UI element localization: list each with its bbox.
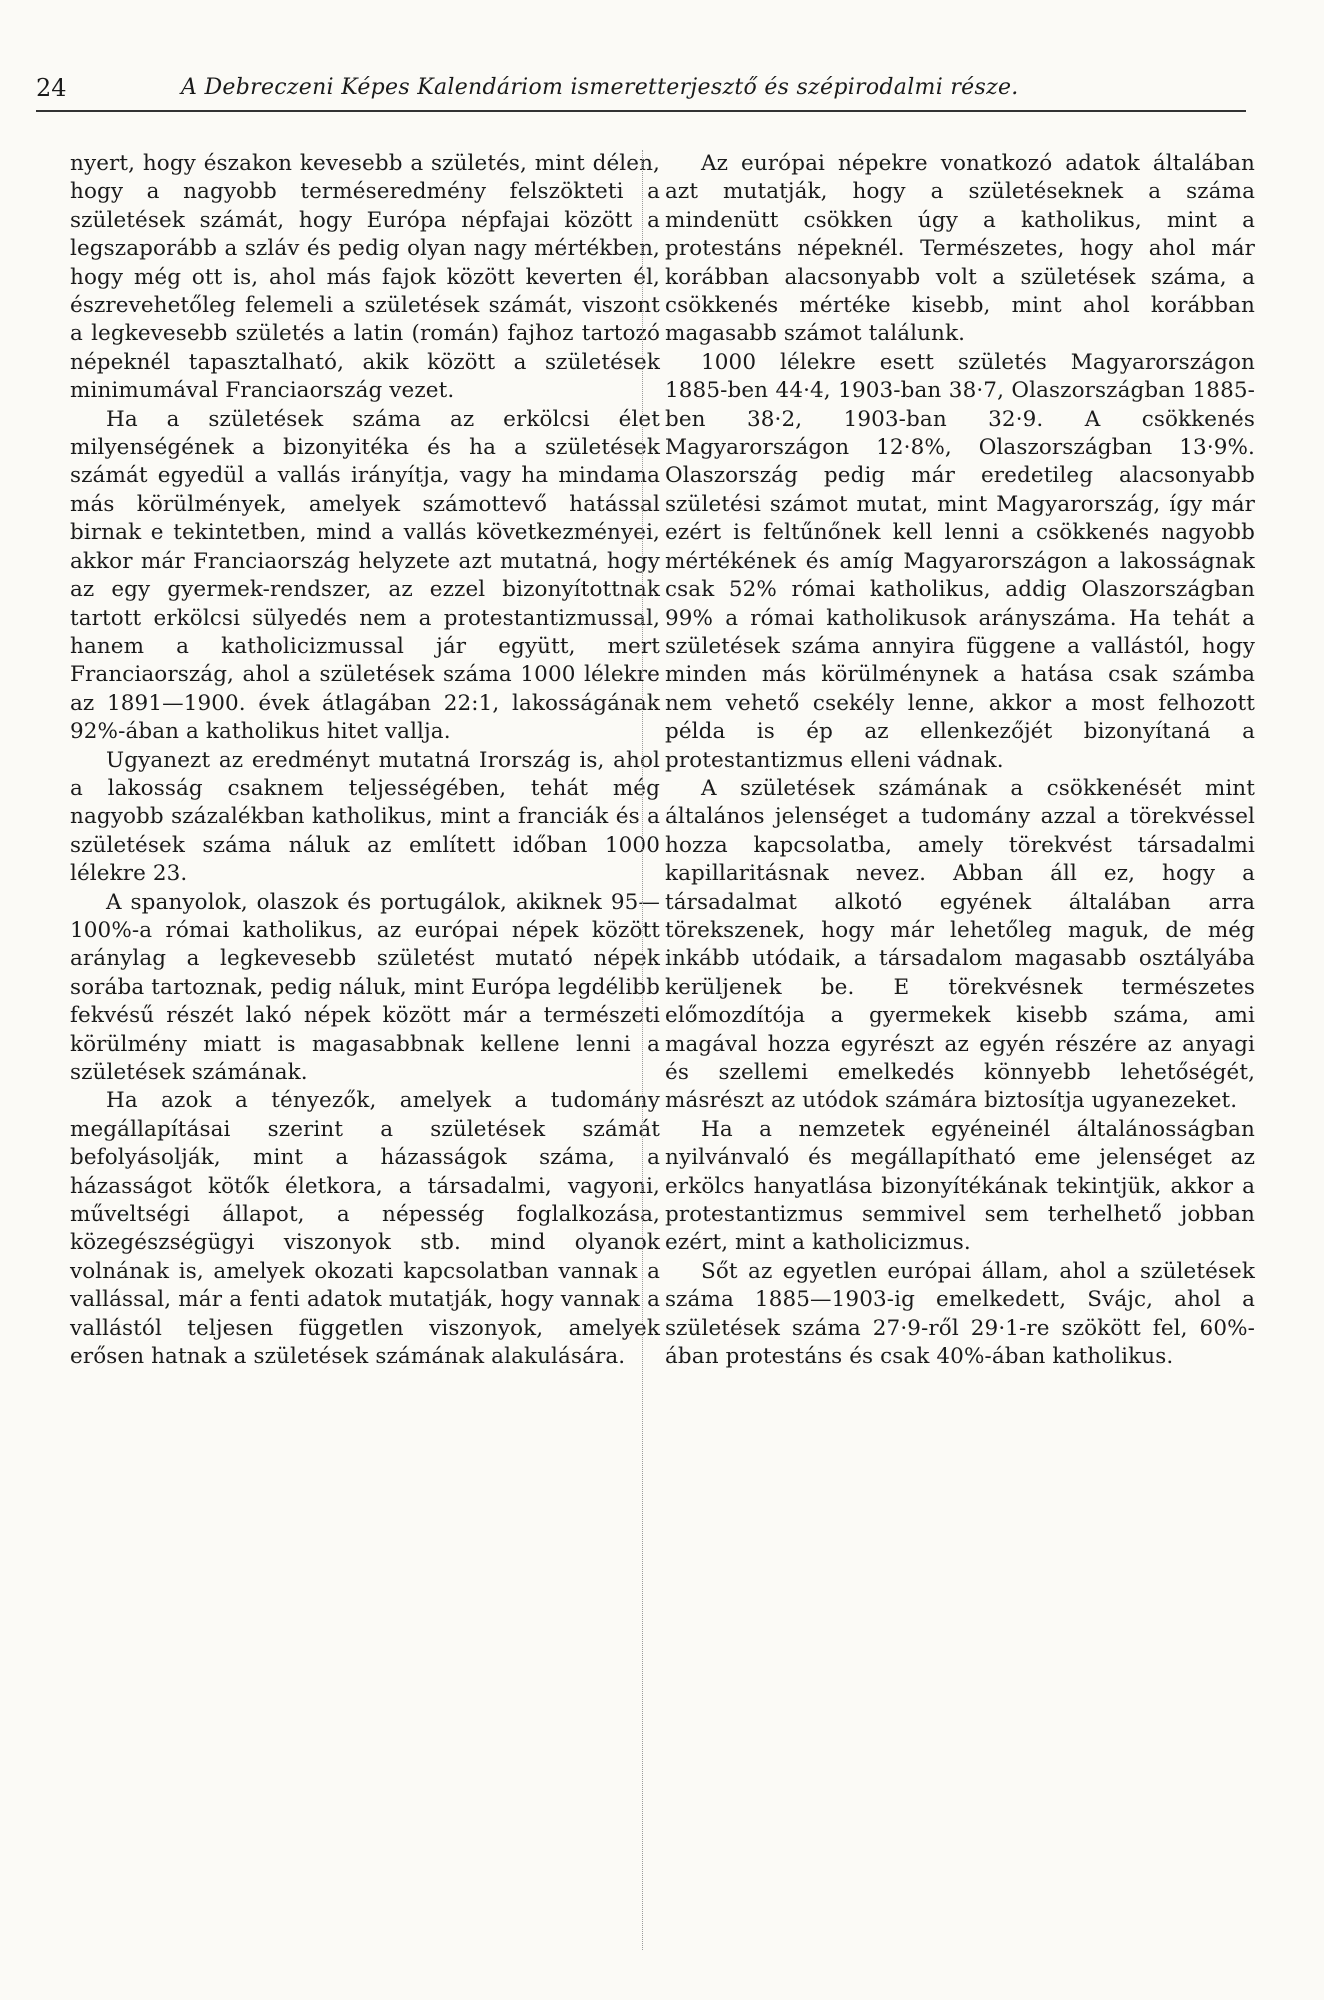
paragraph: A születések számának a csökkenését mint általános jelenséget a tudomány azzal a törekvéssel hozza kapcsolatba, amely törekvést társadalmi kapillaritásnak nevez. Abban áll ez, hogy a társadalmat alkotó egyének általában arra törekszenek, hogy már lehetőleg maguk, de még inkább utódaik, a társadalom magasabb osztályába kerüljenek be. E törekvésnek természetes előmozdítója a gyermekek kisebb száma, ami magával hozza egyrészt az egyén részére az anyagi és szellemi emelkedés könnyebb lehetőségét, másrészt az utódok számára biztosítja ugyanezeket. (665, 775, 1255, 1114)
page-header (36, 72, 1286, 112)
running-title: A Debreczeni Képes Kalendáriom ismeretterjesztő és szépirodalmi része. (181, 75, 1019, 100)
header-rule (36, 110, 1246, 112)
page-number: 24 (36, 74, 67, 102)
column-divider (642, 150, 643, 1950)
paragraph: Ha a születések száma az erkölcsi élet milyenségének a bizonyitéka és ha a születések számát egyedül a vallás irányítja, vagy ha mindama más körülmények, amelyek számottevő hatással birnak e tekintetben, mind a vallás következményei, akkor már Franciaország helyzete azt mutatná, hogy az egy gyermek-rendszer, az ezzel bizonyítottnak tartott erkölcsi sülyedés nem a protestantizmussal, hanem a katholicizmussal jár együtt, mert Franciaország, ahol a születések száma 1000 lélekre az 1891—1900. évek átlagában 22:1, lakosságának 92%-ában a katholikus hitet vallja. (70, 406, 660, 745)
paragraph: Ha a nemzetek egyéneinél általánosságban nyilvánvaló és megállapítható eme jelenséget az erkölcs hanyatlása bizonyítékának tekintjük, akkor a protestantizmus semmivel sem terhelhető jobban ezért, mint a katholicizmus. (665, 1116, 1255, 1256)
paragraph: A spanyolok, olaszok és portugálok, akiknek 95—100%-a római katholikus, az európai népek között aránylag a legkevesebb születést mutató népek sorába tartoznak, pedig náluk, mint Európa legdélibb fekvésű részét lakó népek között már a természeti körülmény miatt is magasabbnak kellene lenni a születések számának. (70, 889, 660, 1085)
paragraph: Sőt az egyetlen európai állam, ahol a születések száma 1885—1903-ig emelkedett, Svájc, ahol a születések száma 27·9-ről 29·1-re szökött fel, 60%-ában protestáns és csak 40%-ában katholikus. (665, 1258, 1255, 1370)
paragraph: Ha azok a tényezők, amelyek a tudomány megállapításai szerint a születések számát befolyásolják, mint a házasságok száma, a házasságot kötők életkora, a társadalmi, vagyoni, műveltségi állapot, a népesség foglalkozása, közegészségügyi viszonyok stb. mind olyanok volnának is, amelyek okozati kapcsolatban vannak a vallással, már a fenti adatok mutatják, hogy vannak a vallástól teljesen független viszonyok, amelyek erősen hatnak a születések számának alakulására. (70, 1088, 660, 1370)
paragraph: Az európai népekre vonatkozó adatok általában azt mutatják, hogy a születéseknek a száma mindenütt csökken úgy a katholikus, mint a protestáns népeknél. Természetes, hogy ahol már korábban alacsonyabb volt a születések száma, a csökkenés mértéke kisebb, mint ahol korábban magasabb számot találunk. (665, 151, 1255, 347)
left-column (70, 150, 660, 1371)
right-column (665, 150, 1255, 1371)
paragraph: nyert, hogy északon kevesebb a születés, mint délen, hogy a nagyobb terméseredmény felszökteti a születések számát, hogy Európa népfajai között a legszaporább a szláv és pedig olyan nagy mértékben, hogy még ott is, ahol más fajok között keverten él, észrevehetőleg felemeli a születések számát, viszont a legkevesebb születés a latin (román) fajhoz tartozó népeknél tapasztalható, akik között a születések minimumával Franciaország vezet. (70, 151, 660, 404)
paragraph: 1000 lélekre esett születés Magyarországon 1885-ben 44·4, 1903-ban 38·7, Olaszországban 1885-ben 38·2, 1903-ban 32·9. A csökkenés Magyarországon 12·8%, Olaszországban 13·9%. Olaszország pedig már eredetileg alacsonyabb születési számot mutat, mint Magyarország, így már ezért is feltűnőnek kell lenni a csökkenés nagyobb mértékének és amíg Magyarországon a lakosságnak csak 52% római katholikus, addig Olaszországban 99% a római katholikusok arányszáma. Ha tehát a születések száma annyira függene a vallástól, hogy minden más körülménynek a hatása csak számba nem vehető csekély lenne, akkor a most felhozott példa is ép az ellenkezőjét bizonyítaná a protestantizmus elleni vádnak. (665, 349, 1255, 773)
paragraph: Ugyanezt az eredményt mutatná Irország is, ahol a lakosság csaknem teljességében, tehát még nagyobb százalékban katholikus, mint a franciák és a születések száma náluk az említett időban 1000 lélekre 23. (70, 747, 660, 887)
